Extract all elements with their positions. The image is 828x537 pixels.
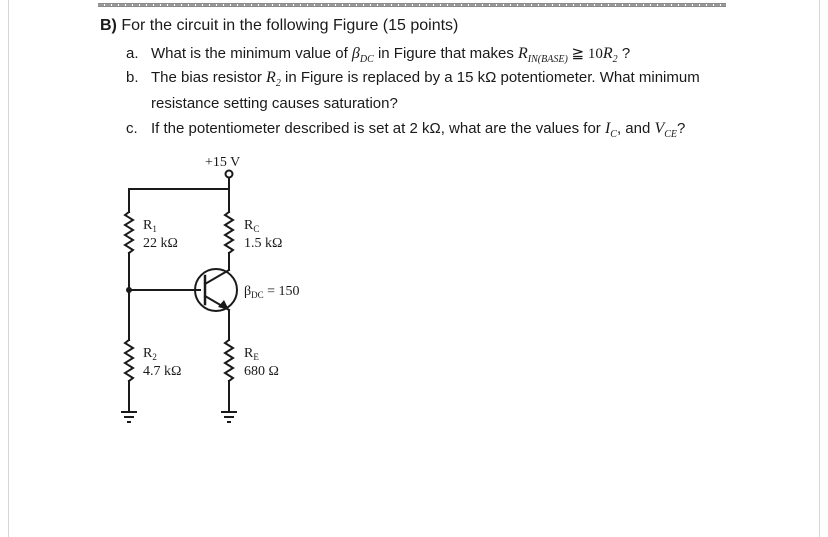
r2-name: $R_2$: [143, 346, 157, 362]
junction-dot: [126, 287, 132, 293]
transistor-icon: [195, 269, 237, 311]
r1-name: $R_1$: [143, 218, 157, 234]
question-end: ?: [617, 45, 631, 62]
question-marker: a.: [126, 45, 139, 62]
r2-symbol: $R_2$: [602, 45, 618, 66]
question-text: If the potentiometer described is set at 2 kΩ, what are the values for: [151, 120, 605, 137]
section-title: For the circuit in the following Figure (15 points): [121, 17, 459, 34]
rc-value: 1.5 kΩ: [244, 236, 283, 251]
r2-value: 4.7 kΩ: [143, 364, 182, 379]
re-resistor-icon: [225, 340, 233, 381]
beta-label: $\beta_{DC} = 150$: [244, 284, 300, 300]
vce-symbol: $V_{CE}$: [654, 120, 678, 141]
ground-right-icon: [221, 412, 237, 422]
re-name: $R_E$: [244, 346, 259, 362]
rc-name: $R_C$: [244, 218, 260, 234]
r1-value: 22 kΩ: [143, 236, 178, 251]
question-marker: c.: [126, 120, 138, 137]
relation-text: ≧ 10: [567, 46, 603, 62]
question-marker: b.: [126, 69, 139, 86]
question-text-mid: in Figure that makes: [373, 45, 519, 62]
question-text: The bias resistor: [151, 69, 267, 86]
r2-symbol: $R_2$: [266, 69, 281, 90]
question-text-cont: in Figure is replaced by a 15 kΩ potentiometer. What minimum: [280, 69, 700, 86]
r2-resistor-icon: [125, 340, 133, 381]
beta-dc-symbol: $\beta_{DC}$: [351, 45, 374, 66]
supply-terminal-icon: [226, 171, 233, 178]
re-value: 680 Ω: [244, 364, 279, 379]
r1-resistor-icon: [125, 212, 133, 253]
rin-base-symbol: $R_{IN(BASE)}$: [518, 45, 568, 66]
section-label: B): [100, 17, 117, 34]
question-text-mid: , and: [616, 120, 655, 137]
question-b-line2: resistance setting causes saturation?: [151, 95, 398, 112]
rc-resistor-icon: [225, 212, 233, 253]
supply-label: +15 V: [205, 155, 241, 170]
question-text: What is the minimum value of: [151, 45, 352, 62]
ic-symbol: $I_C$: [604, 120, 617, 141]
question-end: ?: [677, 120, 686, 137]
ground-left-icon: [121, 412, 137, 422]
